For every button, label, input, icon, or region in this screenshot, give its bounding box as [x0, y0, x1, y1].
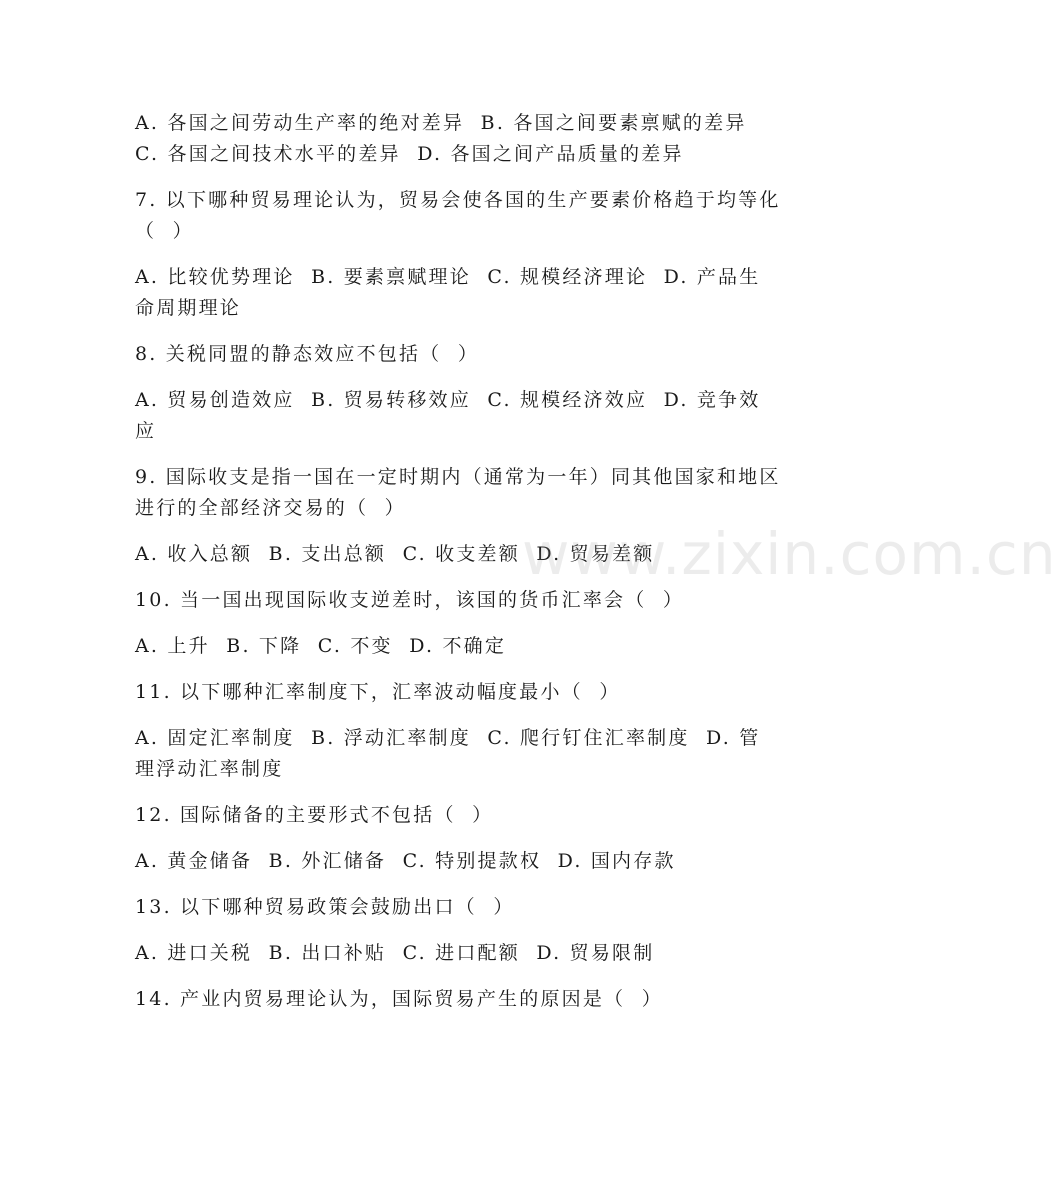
question-11: [135, 677, 785, 708]
text-line: 12. 国际储备的主要形式不包括（ ）: [135, 804, 494, 826]
text-line: 10. 当一国出现国际收支逆差时，该国的货币汇率会（ ）: [135, 589, 685, 611]
question-12: [135, 800, 785, 831]
text-line: 8. 关税同盟的静态效应不包括（ ）: [135, 343, 480, 365]
text-line: 应: [135, 420, 157, 442]
text-line: A. 贸易创造效应 B. 贸易转移效应 C. 规模经济效应 D. 竞争效: [135, 389, 761, 411]
options-block: [135, 723, 785, 785]
text-line: A. 黄金储备 B. 外汇储备 C. 特别提款权 D. 国内存款: [135, 850, 676, 872]
text-line: A. 上升 B. 下降 C. 不变 D. 不确定: [135, 635, 507, 657]
text-line: A. 进口关税 B. 出口补贴 C. 进口配额 D. 贸易限制: [135, 942, 655, 964]
options-block: [135, 108, 785, 170]
question-14: [135, 984, 785, 1015]
text-line: 命周期理论: [135, 297, 242, 319]
question-13: [135, 892, 785, 923]
text-line: 7. 以下哪种贸易理论认为，贸易会使各国的生产要素价格趋于均等化: [135, 189, 781, 211]
question-10: [135, 585, 785, 616]
options-block: [135, 938, 785, 969]
text-line: A. 各国之间劳动生产率的绝对差异 B. 各国之间要素禀赋的差异: [135, 112, 747, 134]
text-line: C. 各国之间技术水平的差异 D. 各国之间产品质量的差异: [135, 143, 684, 165]
text-line: A. 固定汇率制度 B. 浮动汇率制度 C. 爬行钉住汇率制度 D. 管: [135, 727, 761, 749]
text-line: 11. 以下哪种汇率制度下，汇率波动幅度最小（ ）: [135, 681, 621, 703]
options-block: [135, 846, 785, 877]
watermark: www.zixin.com.cn: [522, 520, 1057, 588]
options-block: [135, 631, 785, 662]
text-line: 13. 以下哪种贸易政策会鼓励出口（ ）: [135, 896, 515, 918]
options-block: [135, 262, 785, 324]
text-line: 进行的全部经济交易的（ ）: [135, 497, 406, 519]
text-line: 理浮动汇率制度: [135, 758, 284, 780]
question-9: [135, 462, 785, 524]
question-8: [135, 339, 785, 370]
text-line: A. 比较优势理论 B. 要素禀赋理论 C. 规模经济理论 D. 产品生: [135, 266, 761, 288]
text-line: 9. 国际收支是指一国在一定时期内（通常为一年）同其他国家和地区: [135, 466, 781, 488]
text-line: （ ）: [135, 220, 194, 242]
question-7: [135, 185, 785, 247]
text-line: 14. 产业内贸易理论认为，国际贸易产生的原因是（ ）: [135, 988, 663, 1010]
text-line: A. 收入总额 B. 支出总额 C. 收支差额 D. 贸易差额: [135, 543, 655, 565]
options-block: [135, 385, 785, 447]
